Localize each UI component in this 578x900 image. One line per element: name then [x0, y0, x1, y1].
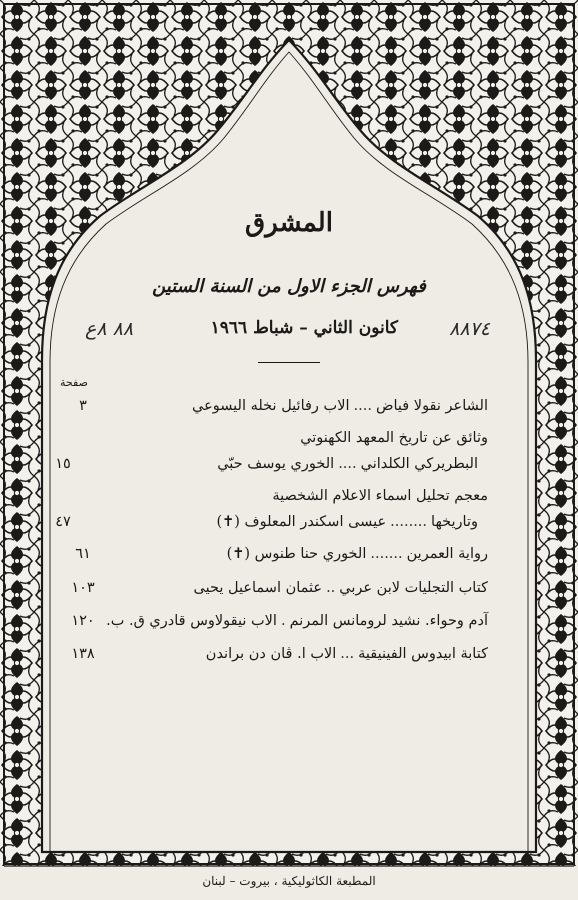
toc-entry: رواية العمرين.......الخوري حنا طنوس (✝) ٦١ [63, 546, 488, 570]
issue-date: كانون الثاني – شباط ١٩٦٦ [210, 318, 398, 338]
entry-author: الاب ا. ڤان دن براندن [205, 646, 337, 662]
entry-page: ٦١ [75, 546, 91, 562]
toc-entry: آدم وحواء. نشيد لرومانس المرنم.الاب نيقولاوس قادري ق. ب. ١٢٠ [63, 613, 488, 637]
handwritten-note-right: ٨٨٧٤ [449, 318, 490, 340]
handwritten-note-left: ٨٨ ٨ع [85, 318, 134, 340]
page-column-label: صفحة [60, 376, 88, 389]
entry-page: ٤٧ [55, 514, 71, 530]
entry-page: ٣ [79, 398, 87, 414]
entry-page: ١٥ [55, 456, 71, 472]
entry-author: عيسى اسكندر المعلوف (✝) [216, 514, 387, 530]
entry-author: الاب رفائيل نخله اليسوعي [192, 398, 350, 414]
printer-footer: المطبعة الكاثوليكية ، بيروت – لبنان [202, 874, 376, 888]
entry-page: ١٣٨ [71, 646, 95, 662]
index-heading: فهرس الجزء الاول من السنة الستين [152, 276, 426, 297]
entry-title: البطريركي الكلداني [360, 456, 478, 472]
entry-author: الاب نيقولاوس قادري ق. ب. [106, 613, 277, 629]
entry-author: عثمان اسماعيل يحيى [193, 580, 323, 596]
entry-title-line1: وثائق عن تاريخ المعهد الكهنوتي [300, 430, 488, 446]
entry-author: الخوري حنا طنوس (✝) [226, 546, 367, 562]
entry-title: كتاب التجليات لابن عربي [339, 580, 488, 596]
entry-page: ١٢٠ [71, 613, 95, 629]
toc-entry: الشاعر نقولا فياض....الاب رفائيل نخله اليسوعي ٣ [63, 398, 488, 422]
entry-title: كتابة ابيدوس الفينيقية [358, 646, 488, 662]
toc-entry-line1 [63, 430, 488, 454]
entry-title-line1: معجم تحليل اسماء الاعلام الشخصية [272, 488, 488, 504]
entry-title: وتاريخها [431, 514, 478, 530]
entry-page: ١٠٣ [71, 580, 95, 596]
toc-entry: كتابة ابيدوس الفينيقية...الاب ا. ڤان دن براندن ١٣٨ [63, 646, 488, 670]
entry-title: آدم وحواء. نشيد لرومانس المرنم [289, 613, 488, 629]
toc-entry: البطريركي الكلداني....الخوري يوسف حبّي ١٥ [53, 456, 478, 480]
toc-entry: وتاريخها........عيسى اسكندر المعلوف (✝) ٤٧ [53, 514, 478, 538]
entry-title: الشاعر نقولا فياض [375, 398, 488, 414]
journal-title: المشرق [245, 208, 333, 238]
toc-entry: كتاب التجليات لابن عربي..عثمان اسماعيل يحيى ١٠٣ [63, 580, 488, 604]
entry-author: الخوري يوسف حبّي [217, 456, 335, 472]
entry-title: رواية العمرين [406, 546, 488, 562]
toc-entry-line1 [63, 488, 488, 512]
